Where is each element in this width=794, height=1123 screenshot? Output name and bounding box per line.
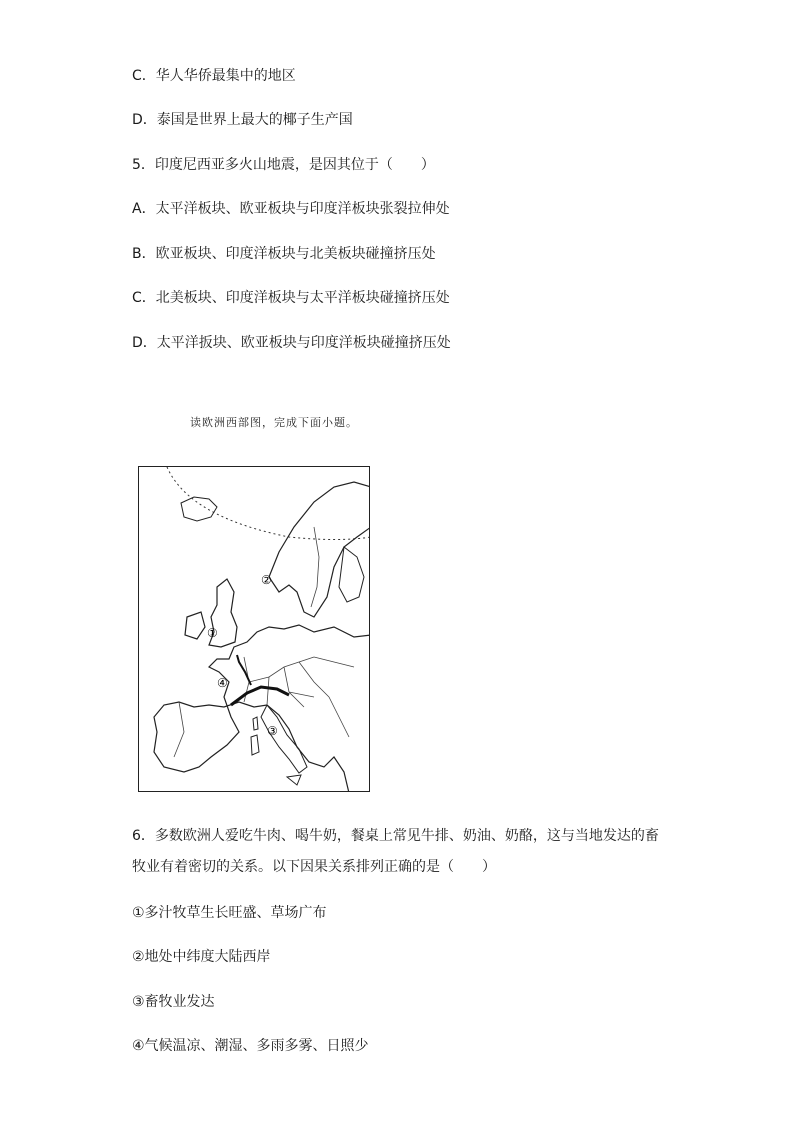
marker-3: ③ <box>267 724 278 738</box>
question-6-item-4: ④气候温凉、潮湿、多雨多雾、日照少 <box>132 1038 369 1054</box>
question-5-option-a: A．太平洋板块、欧亚板块与印度洋板块张裂拉伸处 <box>132 201 450 217</box>
ireland-outline <box>185 612 205 639</box>
question-6-line2: 牧业有着密切的关系。以下因果关系排列正确的是（ ） <box>132 859 496 875</box>
italy-outline <box>261 705 307 773</box>
corsica-outline <box>253 717 258 730</box>
arctic-circle-line <box>167 467 370 540</box>
iceland-outline <box>181 497 217 521</box>
option-d-prev: D．泰国是世界上最大的椰子生产国 <box>132 112 353 128</box>
question-6-item-3: ③畜牧业发达 <box>132 994 215 1010</box>
marker-2: ② <box>261 573 272 587</box>
question-6-item-1: ①多汁牧草生长旺盛、草场广布 <box>132 905 327 921</box>
option-c-prev: C．华人华侨最集中的地区 <box>132 68 296 84</box>
mainland-outline <box>154 625 370 792</box>
marker-1: ① <box>207 626 218 640</box>
sicily-outline <box>287 775 301 785</box>
question-5: 5．印度尼西亚多火山地震，是因其位于（ ） <box>132 157 435 173</box>
map-drawing <box>139 467 370 792</box>
question-6-item-2: ②地处中纬度大陆西岸 <box>132 949 271 965</box>
map-caption: 读欧洲西部图，完成下面小题。 <box>190 416 358 429</box>
europe-west-map <box>138 466 370 792</box>
scandinavia-outline <box>269 482 370 617</box>
rhine-river <box>237 655 251 685</box>
finland-outline <box>339 547 364 602</box>
marker-4: ④ <box>217 676 228 690</box>
question-5-option-b: B．欧亚板块、印度洋板块与北美板块碰撞挤压处 <box>132 246 436 262</box>
sardinia-outline <box>251 735 259 755</box>
question-5-option-d: D．太平洋扳块、欧亚板块与印度洋板块碰撞挤压处 <box>132 335 451 351</box>
question-6-line1: 6．多数欧洲人爱吃牛肉、喝牛奶，餐桌上常见牛排、奶油、奶酪，这与当地发达的畜 <box>132 828 659 844</box>
country-borders <box>174 657 354 757</box>
question-5-option-c: C．北美板块、印度洋板块与太平洋板块碰撞挤压处 <box>132 290 450 306</box>
